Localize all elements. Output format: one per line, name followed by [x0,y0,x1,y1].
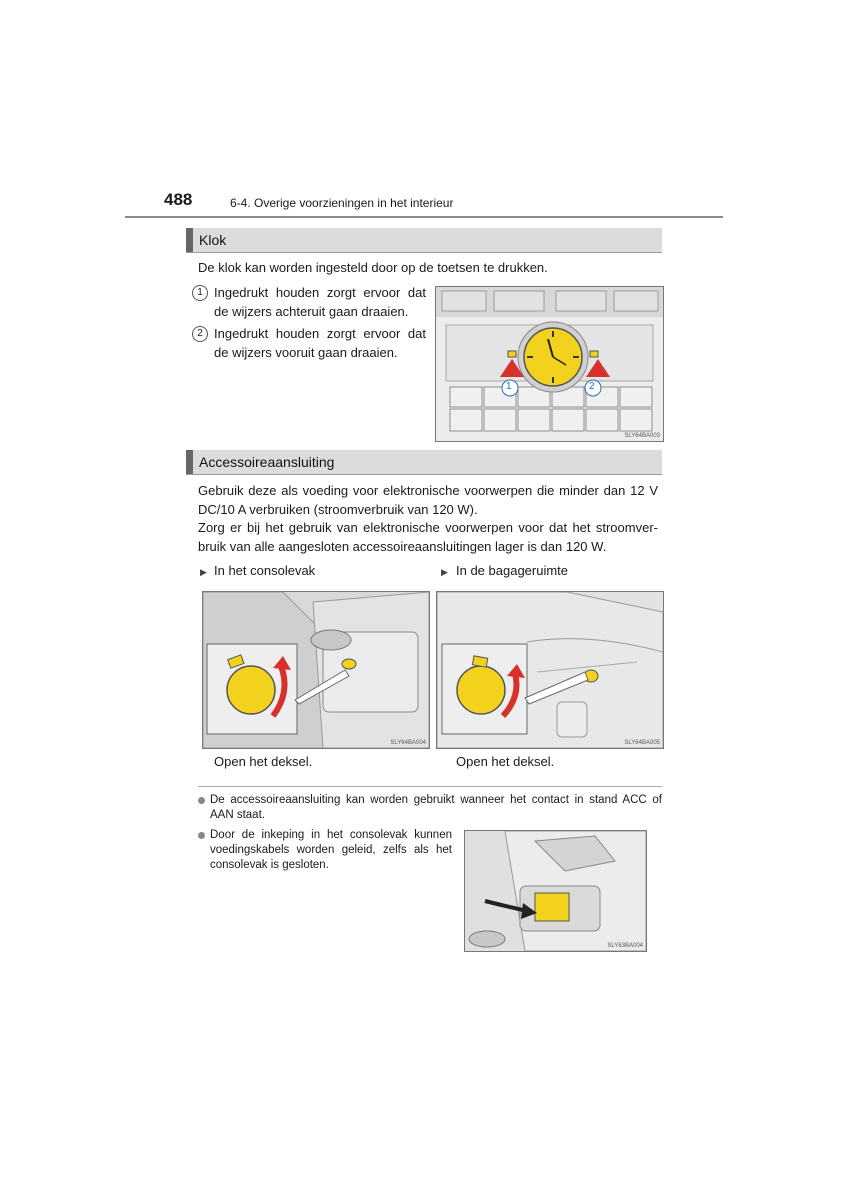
step-number-2: 2 [192,326,208,342]
note-2-line-2: voedingskabels worden geleid, zelfs als het [210,844,452,856]
consolevak-figure [202,591,430,749]
note-1-line-1: De accessoireaansluiting kan worden gebruikt wanneer het contact in stand ACC of [210,794,662,806]
section-title: Klok [199,232,227,248]
label-bagageruimte: In de bagageruimte [456,563,569,578]
divider [198,786,662,787]
para-2-line-1: Zorg er bij het gebruik van elektronische voorwerpen voor dat het stroomver- [198,520,658,535]
figure-code: SLY64BA004 [390,740,426,746]
figure-code: SLY64BA003 [624,433,660,439]
caption-bagageruimte: Open het deksel. [456,754,555,769]
note-1-line-2: AAN staat. [210,809,265,821]
step-number-1: 1 [192,285,208,301]
figure-code: SLY64BA005 [624,740,660,746]
section-title: Accessoireaansluiting [199,454,335,470]
inkeping-illustration [465,831,646,951]
triangle-bullet-icon: ▶ [200,567,207,577]
bagageruimte-illustration [437,592,663,748]
section-header-klok [186,228,662,253]
section-marker [186,228,193,252]
section-header-accessoire [186,450,662,475]
callout-1: 1 [506,381,512,392]
note-2-line-3: consolevak is gesloten. [210,859,329,871]
note-2-line-1: Door de inkeping in het consolevak kunnen [210,829,452,841]
bagageruimte-figure [436,591,664,749]
klok-intro: De klok kan worden ingesteld door op de toetsen te drukken. [198,260,548,275]
bullet-icon [198,797,205,804]
label-consolevak: In het consolevak [214,563,316,578]
callout-2: 2 [589,381,595,392]
step-1-line-2: de wijzers achteruit gaan draaien. [214,304,409,319]
caption-consolevak: Open het deksel. [214,754,313,769]
clock-illustration [436,287,663,441]
inkeping-figure [464,830,647,952]
chapter-title: 6-4. Overige voorzieningen in het interieur [230,196,454,210]
bullet-icon [198,832,205,839]
header-rule [125,216,723,218]
page-number: 488 [164,190,193,209]
clock-figure [435,286,664,442]
figure-code: SLY63BA004 [607,943,643,949]
step-2-line-1: Ingedrukt houden zorgt ervoor dat [214,326,426,341]
triangle-bullet-icon: ▶ [441,567,448,577]
step-1-line-1: Ingedrukt houden zorgt ervoor dat [214,285,426,300]
para-2-line-2: bruik van alle aangesloten accessoireaansluitingen lager is dan 120 W. [198,539,607,554]
step-2-line-2: de wijzers vooruit gaan draaien. [214,345,398,360]
consolevak-illustration [203,592,429,748]
section-marker [186,450,193,474]
para-1-line-1: Gebruik deze als voeding voor elektronische voorwerpen die minder dan 12 V [198,483,658,498]
para-1-line-2: DC/10 A verbruiken (stroomverbruik van 120 W). [198,502,478,517]
